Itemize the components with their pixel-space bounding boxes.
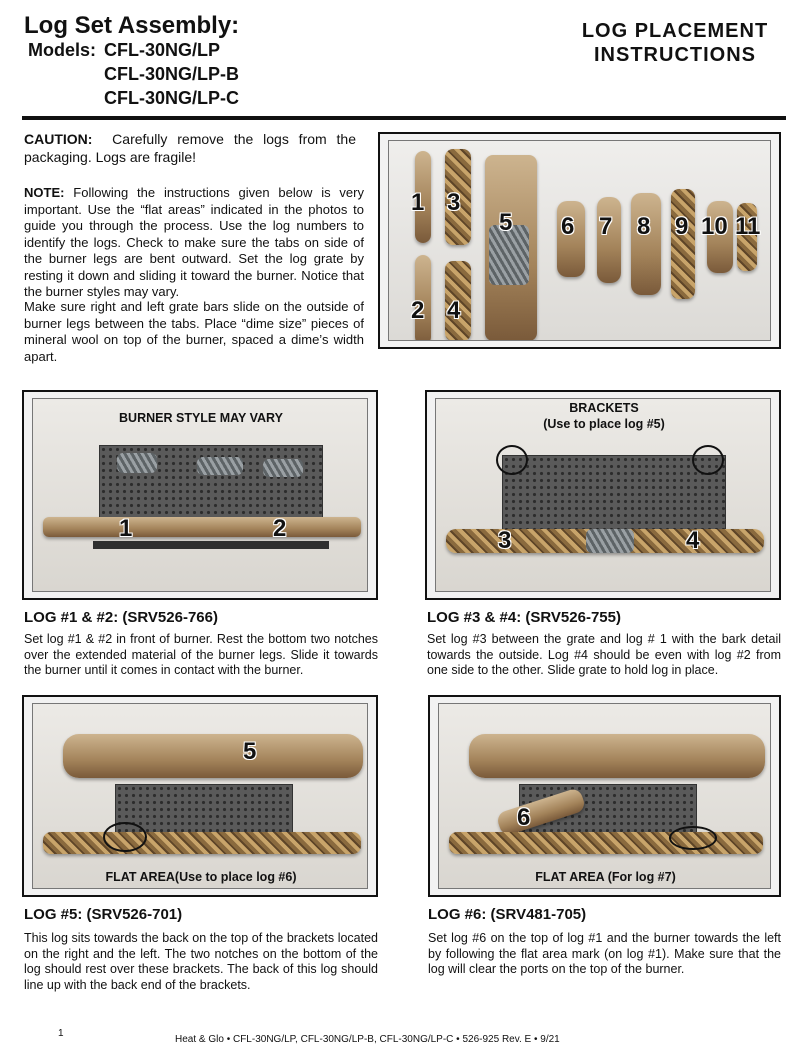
step-4-heading: LOG #6: (SRV481-705)	[428, 906, 587, 923]
model-2: CFL-30NG/LP-B	[104, 64, 239, 84]
photo-log-lineup	[378, 132, 781, 349]
doc-title: Log Set Assembly:	[24, 12, 240, 39]
brackets-sub-label: (Use to place log #5)	[543, 417, 665, 431]
log-number-6: 6	[561, 213, 575, 240]
note-text: Following the instructions given below is very important. Use the “flat areas” indicated in the photos to guide you through the process. Use the log numbers to identify the logs. Check to make sure the tabs on side of the burner legs are bent outward. Set the log grate by resting it down and sliding it toward the burner. Notice that the burner styles may vary.	[24, 185, 364, 299]
burner-stone-2	[197, 457, 243, 475]
log-5-shape	[469, 734, 765, 778]
log-shape-8	[631, 193, 661, 295]
burner-stone-3	[263, 459, 303, 477]
model-3: CFL-30NG/LP-C	[104, 88, 239, 108]
photo-log-5	[22, 695, 378, 897]
models-label: Models:	[28, 40, 97, 60]
header-rule	[22, 116, 786, 120]
log-number-1: 1	[411, 189, 425, 216]
bracket-right-circle	[692, 445, 724, 475]
log-number-8: 8	[637, 213, 651, 240]
photo-d-number-6: 6	[517, 804, 531, 831]
grate-paragraph: Make sure right and left grate bars slide on the outside of burner legs between the tabs. Place “dime size” pieces of mineral wool on top of the burner, spaced a dime’s width apart.	[24, 299, 364, 364]
step-2-heading: LOG #3 & #4: (SRV526-755)	[427, 609, 621, 626]
footer-text: Heat & Glo • CFL-30NG/LP, CFL-30NG/LP-B, CFL-30NG/LP-C • 526-925 Rev. E • 9/21	[175, 1034, 560, 1045]
step-4-text: Set log #6 on the top of log #1 and the burner towards the left by following the flat area mark (on log #1). Make sure that the log will clear the ports on the top of the burner.	[428, 931, 781, 976]
log-number-2: 2	[411, 297, 425, 324]
heading-line-1: LOG PLACEMENT	[581, 20, 769, 42]
caution-label: CAUTION:	[24, 131, 93, 147]
log-number-9: 9	[675, 213, 689, 240]
photo-c-number-5: 5	[243, 738, 257, 765]
flat-area-note-log-7: FLAT AREA (For log #7)	[535, 870, 676, 884]
page-number: 1	[58, 1028, 64, 1039]
photo-log-6	[428, 695, 781, 897]
log-number-3: 3	[447, 189, 461, 216]
burner-style-note: BURNER STYLE MAY VARY	[119, 411, 283, 425]
note-paragraph	[24, 185, 364, 301]
caution-paragraph	[24, 130, 356, 166]
step-3-text: This log sits towards the back on the top of the brackets located on the right and the left. The two notches on the bottom of the log should rest over these brackets. The back of this log should line up with the back end of the brackets.	[24, 931, 378, 992]
photo-a-number-1: 1	[119, 515, 133, 542]
photo-log-3-4	[425, 390, 781, 600]
caution-text: Carefully remove the logs from the packaging. Logs are fragile!	[24, 131, 357, 165]
log-number-11: 11	[735, 213, 761, 240]
flat-area-note-log-6: FLAT AREA(Use to place log #6)	[105, 870, 297, 884]
log-5-shape	[63, 734, 363, 778]
step-1-text: Set log #1 & #2 in front of burner. Rest the bottom two notches over the extended material of the burner legs. Slide it towards the burner until it comes in contact with the burner.	[24, 632, 378, 677]
log-front-shape	[43, 832, 361, 854]
brackets-label: BRACKETS	[569, 401, 639, 415]
log-number-7: 7	[599, 213, 613, 240]
note-label: NOTE:	[24, 185, 65, 200]
step-1-heading: LOG #1 & #2: (SRV526-766)	[24, 609, 218, 626]
bracket-left-circle	[496, 445, 528, 475]
log-number-4: 4	[447, 297, 461, 324]
log-number-10: 10	[701, 213, 728, 240]
log-number-5: 5	[499, 209, 513, 236]
photo-b-number-3: 3	[498, 527, 512, 554]
photo-log-1-2	[22, 390, 378, 600]
heading-line-2: INSTRUCTIONS	[594, 44, 756, 66]
log-3-4-stone	[586, 529, 634, 553]
log-1-2-shape	[43, 517, 361, 537]
log-shape-9	[671, 189, 695, 299]
step-2-text: Set log #3 between the grate and log # 1 with the bark detail towards the outside. Log #4 should be even with log #2 from one side to the other. Slide grate to hold log in place.	[427, 632, 781, 677]
flat-area-circle	[103, 822, 147, 852]
flat-area-circle	[669, 826, 717, 850]
burner-stone-1	[117, 453, 157, 473]
step-3-heading: LOG #5: (SRV526-701)	[24, 906, 183, 923]
burner-grate	[502, 455, 726, 533]
model-1: CFL-30NG/LP	[104, 40, 221, 60]
photo-a-number-2: 2	[273, 515, 287, 542]
photo-b-number-4: 4	[686, 527, 700, 554]
